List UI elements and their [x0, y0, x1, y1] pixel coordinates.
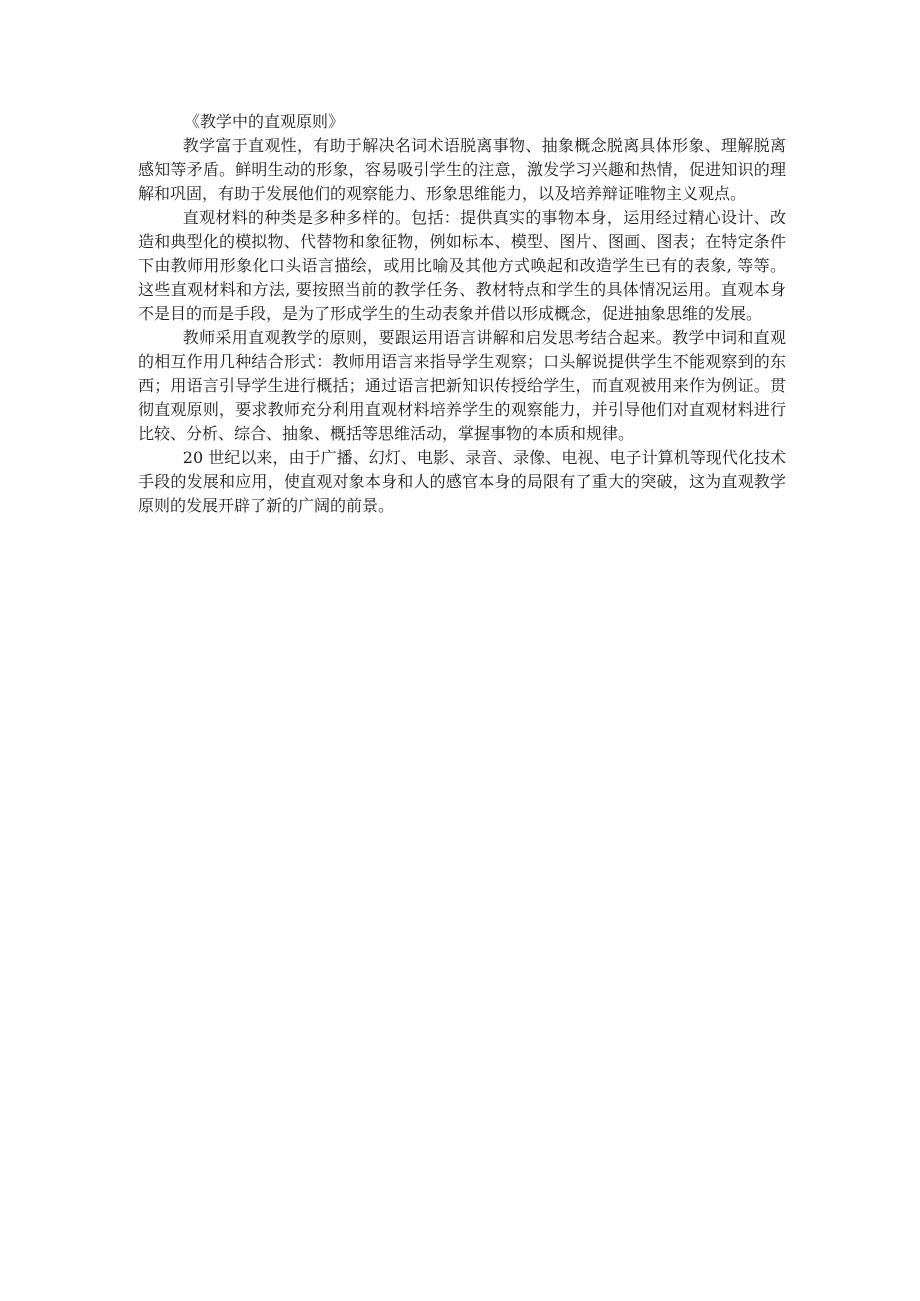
paragraph-2: 直观材料的种类是多种多样的。包括：提供真实的事物本身，运用经过精心设计、改造和典型化的模拟物、代替物和象征物，例如标本、模型、图片、图画、图表；在特定条件下由教师用形象化口头语言描绘，或用比喻及其他方式唤起和改造学生已有的表象, 等等。这些直观材料和方法, 要按照当前的教学任务、教材特点和学生的具体情况运用。直观本身不是目的而是手段，是为了形成学生的生动表象并借以形成概念，促进抽象思维的发展。 [138, 208, 786, 323]
paragraph-3: 教师采用直观教学的原则，要跟运用语言讲解和启发思考结合起来。教学中词和直观的相互作用几种结合形式：教师用语言来指导学生观察；口头解说提供学生不能观察到的东西；用语言引导学生进行概括；通过语言把新知识传授给学生，而直观被用来作为例证。贯彻直观原则，要求教师充分利用直观材料培养学生的观察能力，并引导他们对直观材料进行比较、分析、综合、抽象、概括等思维活动，掌握事物的本质和规律。 [138, 328, 786, 443]
paragraph-1: 教学富于直观性，有助于解决名词术语脱离事物、抽象概念脱离具体形象、理解脱离感知等矛盾。鲜明生动的形象，容易吸引学生的注意，激发学习兴趣和热情，促进知识的理解和巩固，有助于发展他们的观察能力、形象思维能力，以及培养辩证唯物主义观点。 [138, 136, 786, 203]
document-title: 《教学中的直观原则》 [184, 112, 345, 131]
paragraph-4: 20 世纪以来，由于广播、幻灯、电影、录音、录像、电视、电子计算机等现代化技术手段的发展和应用，使直观对象本身和人的感官本身的局限有了重大的突破，这为直观教学原则的发展开辟了新的广阔的前景。 [138, 448, 786, 515]
document-body [138, 110, 786, 518]
